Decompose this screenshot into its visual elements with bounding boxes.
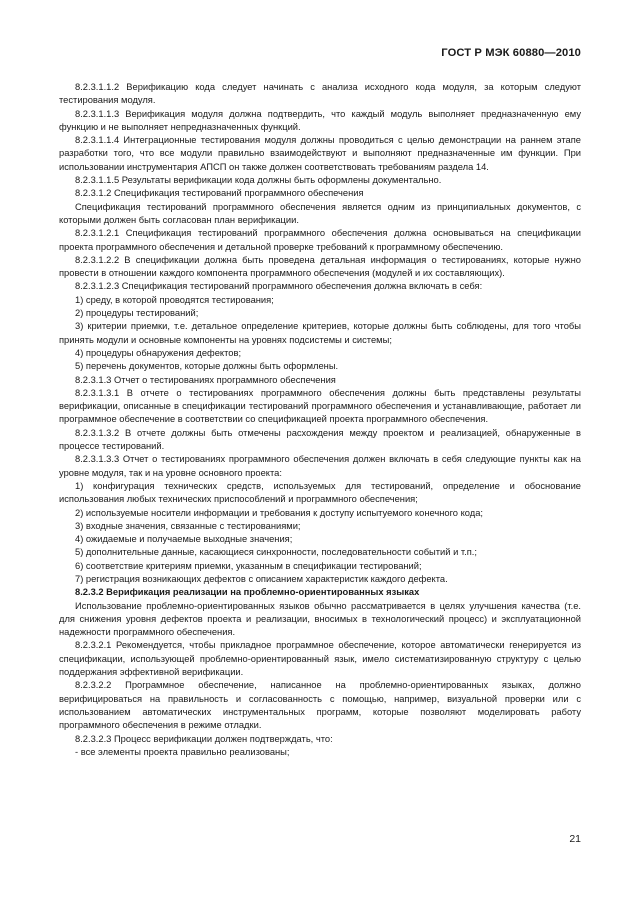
paragraph: 8.2.3.2.3 Процесс верификации должен подтверждать, что: [75,733,333,744]
list-item: 3) входные значения, связанные с тестированиями; [75,520,301,531]
subsection-heading: 8.2.3.1.3 Отчет о тестированиях программного обеспечения [75,374,336,385]
section-title: 8.2.3.2 Верификация реализации на проблемно-ориентированных языках [75,587,420,598]
paragraph: Спецификация тестирований программного обеспечения является одним из принципиальных документов, с которыми должен быть согласован план верификации. [59,201,581,225]
paragraph: 8.2.3.1.3.2 В отчете должны быть отмечены расхождения между проектом и реализацией, обнаруженные в процессе тестирований. [59,427,581,452]
list-item: 5) перечень документов, которые должны быть оформлены. [75,361,339,372]
list-item: 1) конфигурация технических средств, используемых для тестирований, определение и обоснование использования любых технических приспособлений и программного обеспечения; [59,480,581,505]
list-item: 4) ожидаемые и получаемые выходные значения; [75,534,293,545]
paragraph: 8.2.3.1.2.3 Спецификация тестирований программного обеспечения должна включать в себя: [75,281,483,292]
paragraph: 8.2.3.1.1.3 Верификация модуля должна подтвердить, что каждый модуль выполняет предназначенную ему функцию и не выполняет непредназначенных функций. [59,108,581,132]
list-item: 5) дополнительные данные, касающиеся синхронности, последовательности событий и т.п.; [75,547,477,558]
paragraph: Использование проблемно-ориентированных языков обычно рассматривается в целях улучшения качества (т.е. для снижения уровня дефектов проекта и реализации, вносимых в технологический процесс) и эксплуатационной надежности программного обеспечения. [59,600,581,638]
paragraph: 8.2.3.2.2 Программное обеспечение, написанное на проблемно-ориентированных языках, должно верифицироваться на правильность и согласованность с помощью, например, визуальной проверки или с использованием автоматических инструментальных программ, которые позволяют моделировать работу программного обеспечения в режиме отладки. [59,680,581,731]
list-item: 2) используемые носители информации и требования к доступу испытуемого конечного кода; [75,507,484,518]
page-number: 21 [569,833,581,845]
paragraph: 8.2.3.1.2.1 Спецификация тестирований программного обеспечения должна основываться на спецификации проекта программного обеспечения и детальной проверке требований к программному обеспечению. [59,228,581,252]
list-item: 7) регистрация возникающих дефектов с описанием характеристик каждого дефекта. [75,573,448,584]
list-item: 1) среду, в которой проводятся тестирования; [75,294,274,305]
list-item: 2) процедуры тестирований; [75,308,199,319]
paragraph: 8.2.3.2.1 Рекомендуется, чтобы прикладное программное обеспечение, которое автоматически генерируется из спецификации, использующей проблемно-ориентированный язык, имело систематизированную структуру с целью поддержания эффективной верификации. [59,640,581,678]
paragraph: 8.2.3.1.3.1 В отчете о тестированиях программного обеспечения должны быть представлены результаты верификации, описанные в спецификации тестирований программного обеспечения и устанавливающие, работает ли программное обеспечение в соответствии со спецификацией проекта программного обеспечения. [59,387,581,425]
paragraph: 8.2.3.1.3.3 Отчет о тестированиях программного обеспечения должен включать в себя следующие пункты как на уровне модуля, так и на уровне основного проекта: [59,454,581,478]
list-item: 4) процедуры обнаружения дефектов; [75,347,242,358]
paragraph: 8.2.3.1.1.2 Верификацию кода следует начинать с анализа исходного кода модуля, за которым следуют тестирования модуля. [59,82,581,106]
document-body [59,81,581,759]
paragraph: 8.2.3.1.2.2 В спецификации должна быть проведена детальная информация о тестированиях, которые нужно провести в отношении каждого компонента программного обеспечения (модулей и их составляющих). [59,254,581,279]
list-item: - все элементы проекта правильно реализованы; [75,746,290,757]
paragraph: 8.2.3.1.1.5 Результаты верификации кода должны быть оформлены документально. [75,175,442,186]
page-header: ГОСТ Р МЭК 60880—2010 [441,47,581,59]
list-item: 6) соответствие критериям приемки, указанным в спецификации тестирований; [75,560,422,571]
list-item: 3) критерии приемки, т.е. детальное определение критериев, которые должны быть соблюдены, для того чтобы принять модули и основные компоненты на уровнях подсистемы и системы; [59,321,581,345]
paragraph: 8.2.3.1.1.4 Интеграционные тестирования модуля должны проводиться с целью демонстрации на раннем этапе разработки того, что все модули правильно взаимодействуют и выполняют предназначенные им функции. При использовании инструментария АПСП он также должен соответствовать требованиям раздела 14. [59,135,581,172]
subsection-heading: 8.2.3.1.2 Спецификация тестирований программного обеспечения [75,188,364,199]
